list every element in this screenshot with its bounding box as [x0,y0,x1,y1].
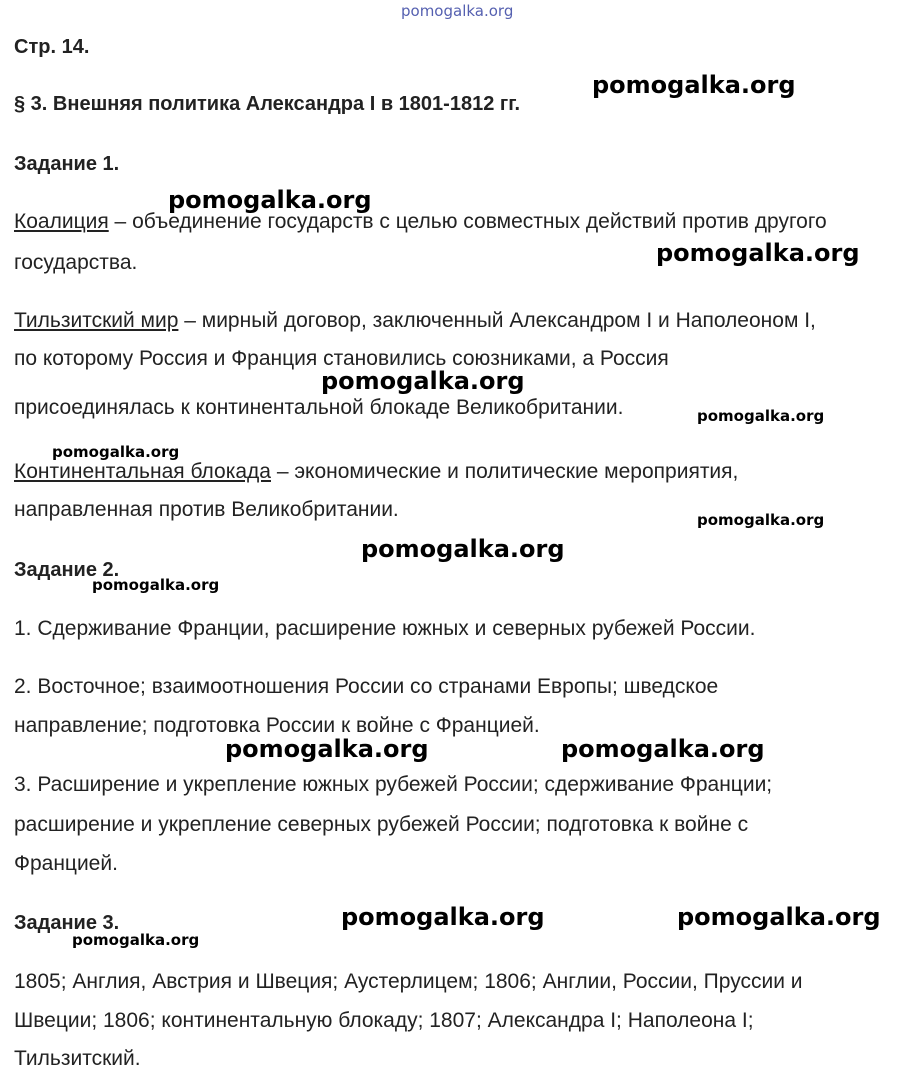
definition-text: по которому Россия и Франция становились союзниками, а Россия [14,347,669,370]
task3-answer-cont: Тильзитский. [14,1047,141,1070]
task2-item-2-cont: направление; подготовка России к войне с Францией. [14,714,540,737]
watermark: pomogalka.org [72,931,200,949]
page-ref: Стр. 14. [14,36,90,58]
task2-heading: Задание 2. [14,559,120,581]
definition-text: – экономические и политические мероприятия, [270,460,739,483]
term-coalition: Коалиция [14,210,109,233]
term-blockade: Континентальная блокада [14,460,271,483]
task2-item-3: 3. Расширение и укрепление южных рубежей России; сдерживание Франции; [14,773,773,796]
watermark: pomogalka.org [697,407,825,425]
task2-item-2: 2. Восточное; взаимоотношения России со странами Европы; шведское [14,675,719,698]
task1-heading: Задание 1. [14,153,120,175]
definition-text: присоединялась к континентальной блокаде Великобритании. [14,396,624,419]
watermark: pomogalka.org [592,71,796,99]
definition-text: направленная против Великобритании. [14,498,399,521]
watermark: pomogalka.org [697,511,825,529]
watermark: pomogalka.org [92,576,220,594]
watermark: pomogalka.org [656,239,860,267]
definition-coalition [14,209,827,235]
term-tilsit: Тильзитский мир [14,309,179,332]
watermark: pomogalka.org [361,535,565,563]
watermark: pomogalka.org [561,735,765,763]
watermark-top: pomogalka.org [401,2,514,20]
task2-item-3-cont: расширение и укрепление северных рубежей России; подготовка к войне с [14,813,749,836]
task3-answer-cont: Швеции; 1806; континентальную блокаду; 1807; Александра I; Наполеона I; [14,1009,754,1032]
watermark: pomogalka.org [225,735,429,763]
task3-answer: 1805; Англия, Австрия и Швеция; Аустерлицем; 1806; Англии, России, Пруссии и [14,970,803,993]
watermark: pomogalka.org [168,186,372,214]
watermark: pomogalka.org [677,903,881,931]
task2-item-1: 1. Сдерживание Франции, расширение южных и северных рубежей России. [14,617,756,640]
task3-heading: Задание 3. [14,912,120,934]
definition-text: – мирный договор, заключенный Александром I и Наполеоном I, [178,309,816,332]
definition-text: – объединение государств с целью совместных действий против другого [108,210,827,233]
definition-text: государства. [14,251,138,274]
definition-blockade [14,459,738,485]
task2-item-3-cont: Францией. [14,852,118,875]
definition-tilsit [14,308,816,334]
section-title: § 3. Внешняя политика Александра I в 1801-1812 гг. [14,93,521,115]
watermark: pomogalka.org [321,367,525,395]
watermark: pomogalka.org [341,903,545,931]
watermark: pomogalka.org [52,443,180,461]
